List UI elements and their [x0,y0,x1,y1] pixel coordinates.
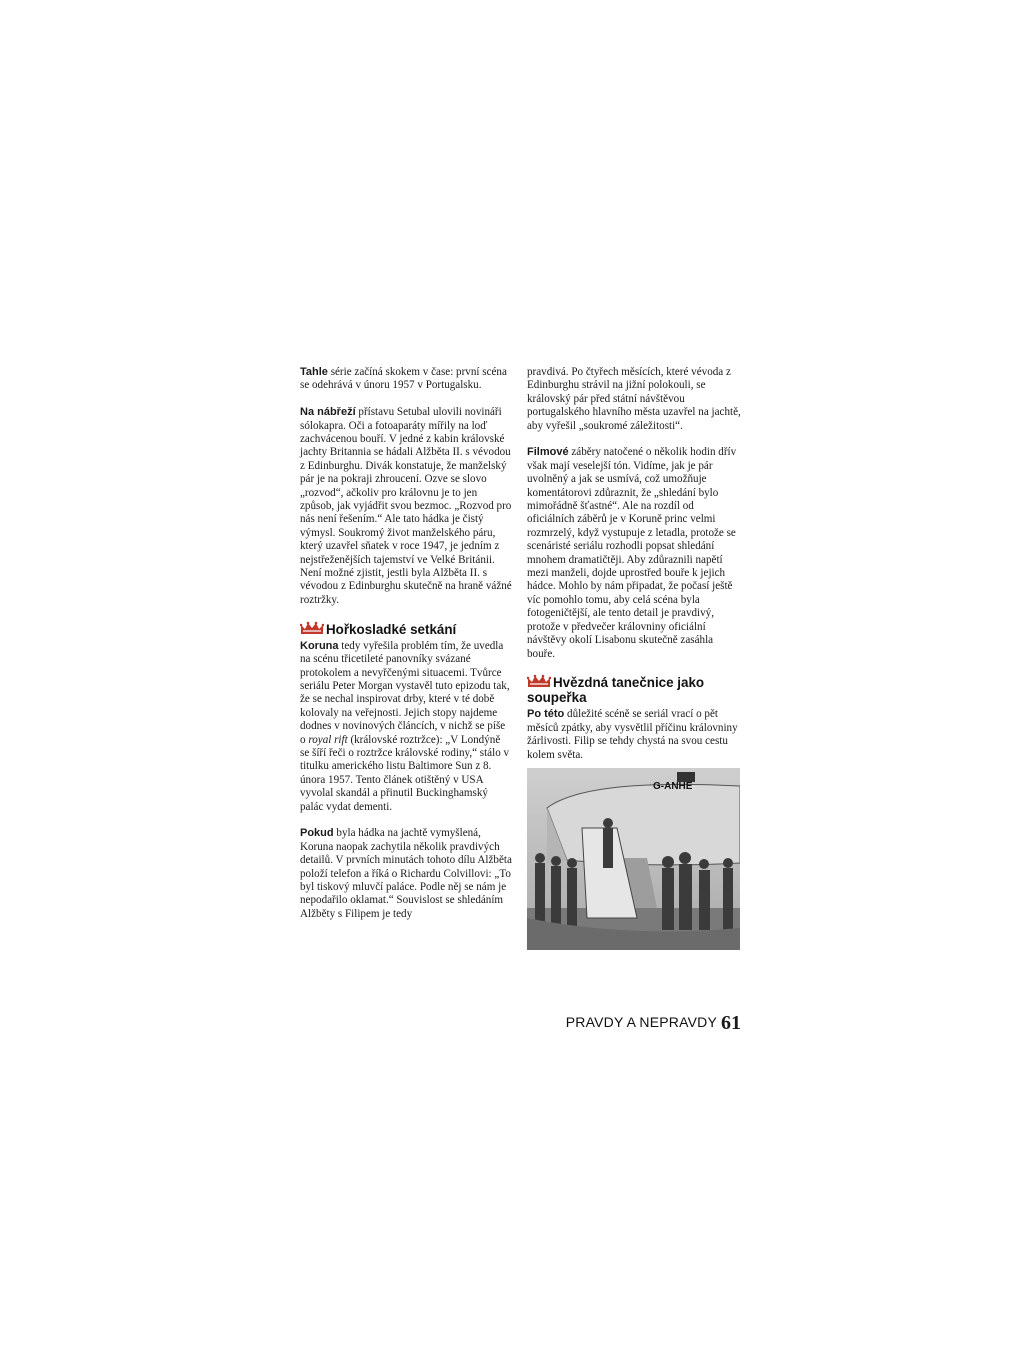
section-heading-text: Hořkosladké setkání [326,621,457,637]
crown-icon [300,621,324,635]
paragraph-text: záběry natočené o několik hodin dřív však mají veselejší tón. Vidíme, jak je pár uvolněný a jak se usmívá, což umožňuje komentátorovi zdůraznit, že „shledání bylo mimořádně šťastné“. Ale na rozdíl od oficiálních záběrů je v Koruně princ velmi rozmrzelý, když vystupuje z letadla, protože se scenáristé seriálu rozhodli popsat shledání mnohem dramatičtěji. Aby zdůraznili napětí mezi manželi, dojde uprostřed bouře k jejich hádce. Mohlo by nám připadat, že počasí ještě víc pomohlo tomu, aby celá scéna byla fotogeničtější, ale tento detail je pravdivý, protože v předvečer královniny oficiální návštěvy okolí Lisabonu skutečně zasáhla bouře. [527,446,737,660]
paragraph-text: byla hádka na jachtě vymyšlená, Koruna naopak zachytila několik pravdivých detailů. V prvních minutách tohoto dílu Alžběta položí telefon a říká o Richardu Colvillovi: „To byl tiskový mluvčí paláce. Podle něj se nám je nepodařilo oklamat.“ Souvislost se shledáním Alžběty s Filipem je tedy [300,827,512,920]
paragraph-4 [300,827,512,921]
left-column [300,366,512,935]
airport-photo [527,768,740,950]
paragraph-1 [300,366,512,393]
lead-word: Tahle [300,366,328,378]
section-heading [300,621,512,637]
paragraph-3 [300,640,512,814]
section-heading [527,674,741,705]
lead-word: Po této [527,708,565,721]
plane-registration: G-ANHE [653,780,693,792]
lead-word: Na nábřeží [300,406,356,419]
paragraph-text: série začíná skokem v čase: první scéna se odehrává v únoru 1957 v Portugalsku. [300,366,507,392]
page-footer [555,1012,741,1035]
paragraph-text: přístavu Setubal ulovili novináři sólokapra. Oči a fotoaparáty mířily na loď zachvácenou bouří. V jedné z kabin královské jachty Britannia se hádali Alžběta II. s vévodou z Edinburghu. Divák konstatuje, že manželský pár je na pokraji zhroucení. Ozve se slovo „rozvod“, ačkoliv pro královnu je to jen způsob, jak vyjádřit svou bezmoc. „Rozvod pro nás není řešením.“ Ale tato hádka je čistý výmysl. Soukromý život manželského páru, který uzavřel sňatek v roce 1947, je jedním z nejstřeženějších tajemství ve Velké Británii. Není možné zjistit, jestli byla Alžběta II. s vévodou z Edinburghu skutečně na hraně vážné roztržky. [300,406,512,606]
paragraph-2 [300,406,512,607]
paragraph-text: (královské roztržce): „V Londýně se šíří řeči o roztržce královské rodiny,“ stálo v titulku amerického listu Baltimore Sun z 8. února 1957. Tento článek otištěný v USA vyvolal skandál a přinutil Buckinghamský palác vydat dementi. [300,733,510,813]
right-column [527,366,741,950]
page-number: 61 [721,1012,741,1034]
paragraph-5 [527,366,741,433]
paragraph-text: tedy vyřešila problém tím, že uvedla na scénu třicetileté panovníky svázané protokolem a nevyřčenými situacemi. Tvůrce seriálu Peter Morgan vystavěl tuto epizodu tak, že se nechal inspirovat drby, které v té době kolovaly na veřejnosti. Jejich stopy najdeme dodnes v novinových článcích, v nichž se píše o [300,639,510,746]
lead-word: Koruna [300,639,339,652]
running-title: PRAVDY A NEPRAVDY [565,1014,717,1030]
crown-icon [527,674,551,688]
paragraph-text: důležité scéně se seriál vrací o pět měsíců zpátky, aby vysvětlil příčinu královniny žárlivosti. Filip se tehdy chystá na svou cestu kolem světa. [527,708,738,761]
section-heading-text: Hvězdná tanečnice jako soupeřka [527,675,705,706]
paragraph-7 [527,708,741,762]
paragraph-text: pravdivá. Po čtyřech měsících, které vévoda z Edinburghu strávil na jižní polokouli, se královský pár před státní návštěvou portugalského hlavního města uzavřel na jachtě, aby vyřešil „soukromé záležitosti“. [527,366,741,432]
lead-word: Pokud [300,827,334,840]
italic-phrase: royal rift [308,733,348,746]
paragraph-6 [527,446,741,661]
lead-word: Filmové [527,446,569,459]
